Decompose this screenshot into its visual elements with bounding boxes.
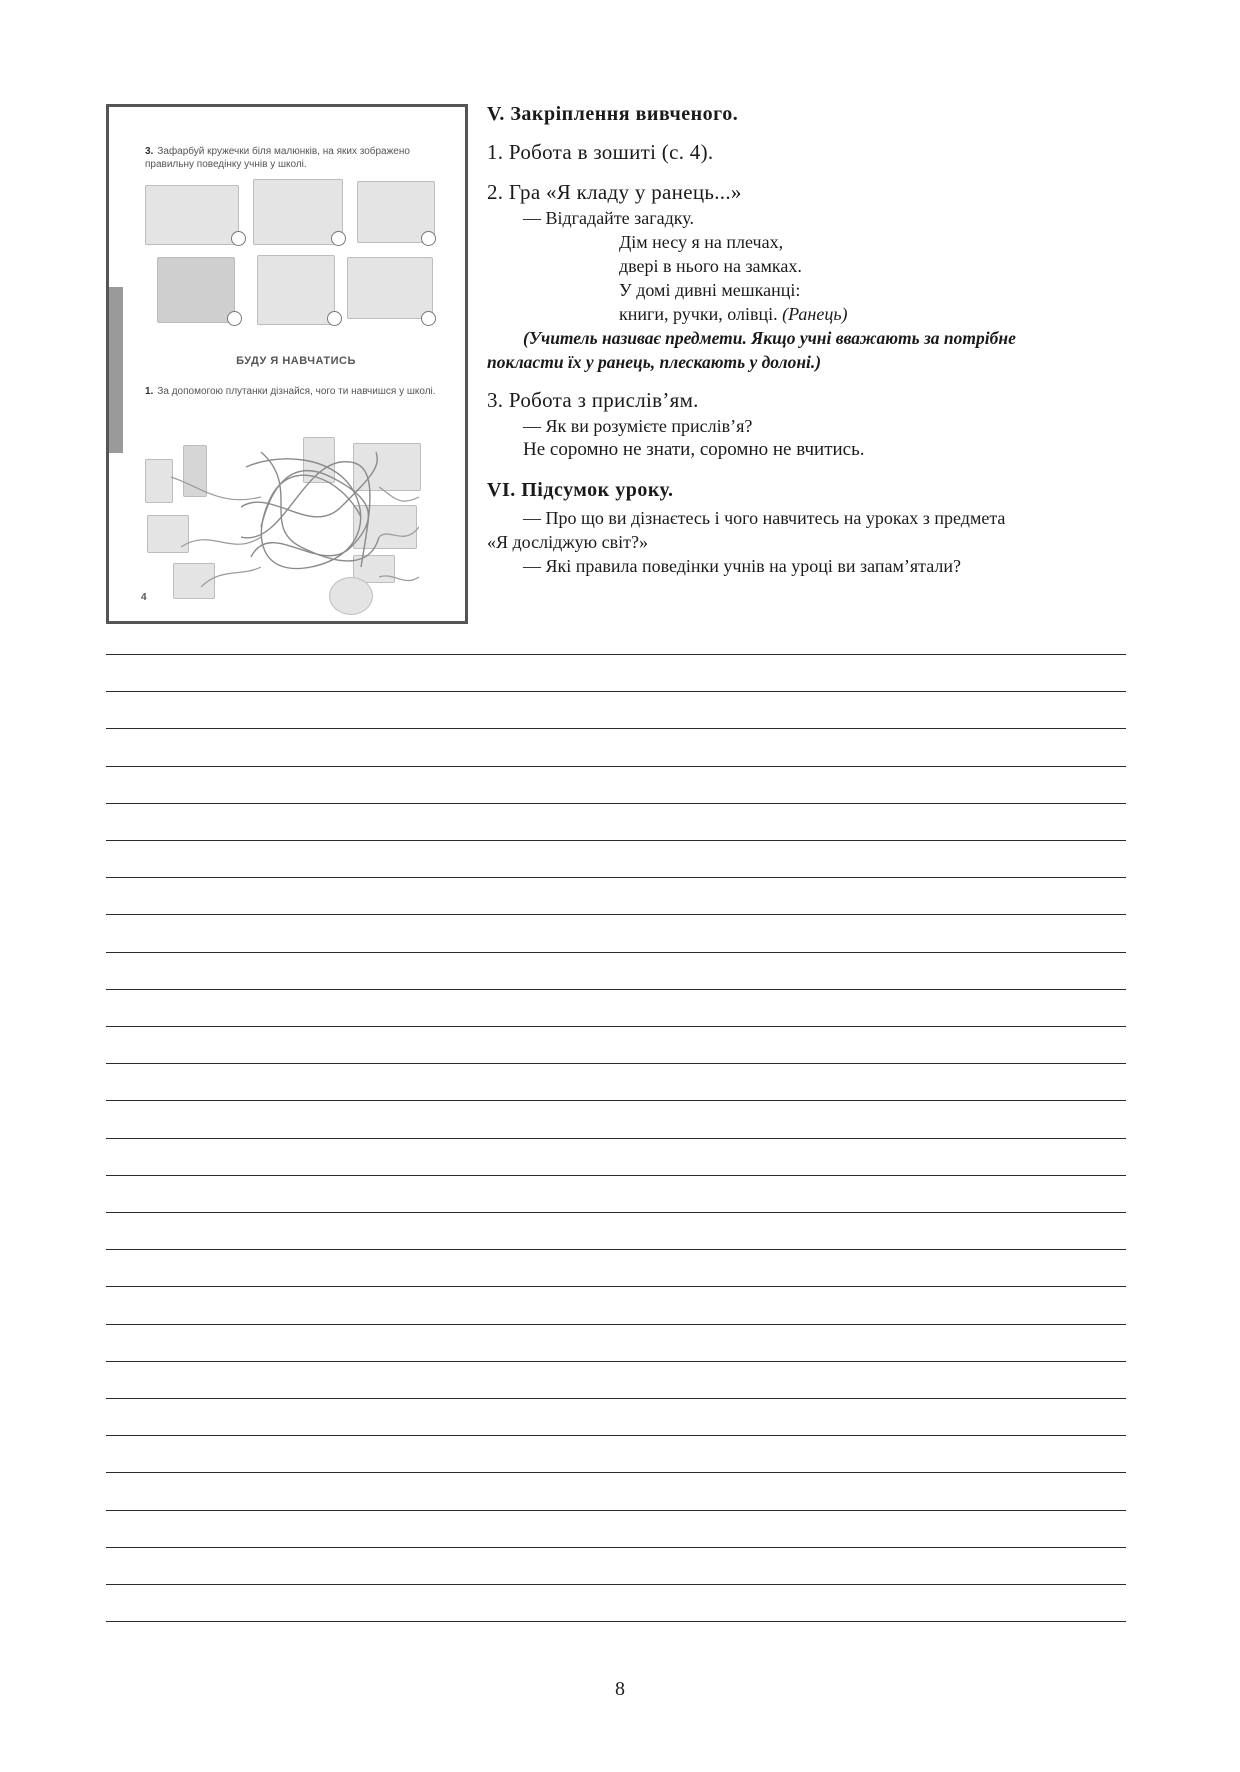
riddle-line: У домі дивні мешканці: — [619, 280, 801, 300]
tangle-maze — [241, 447, 381, 577]
section-5-item-1: 1. Робота в зошиті (с. 4). — [487, 140, 714, 164]
section-5-title: V. Закріплення вивченого. — [487, 103, 739, 125]
riddle-line-last — [487, 302, 1127, 326]
answer-circle — [331, 231, 346, 246]
writing-line — [106, 1026, 1126, 1027]
proverb-prompt: — Як ви розумієте прислів’я? — [523, 416, 753, 436]
task-number: 1. — [145, 386, 154, 397]
answer-circle — [421, 311, 436, 326]
riddle-line: книги, ручки, олівці. — [619, 304, 778, 324]
writing-line — [106, 654, 1126, 655]
writing-line — [106, 1063, 1126, 1064]
section-5-item-3: 3. Робота з прислів’ям. — [487, 388, 699, 412]
writing-line — [106, 766, 1126, 767]
workbook-page-figure — [106, 104, 468, 624]
writing-line — [106, 728, 1126, 729]
lesson-text — [487, 100, 1127, 578]
writing-line — [106, 1361, 1126, 1362]
writing-line — [106, 1510, 1126, 1511]
workbook-task-3 — [145, 145, 445, 171]
writing-line — [106, 840, 1126, 841]
riddle-answer: (Ранець) — [782, 304, 848, 324]
picture-students-reading — [347, 257, 433, 319]
picture-students-at-desk — [145, 185, 239, 245]
teacher-instruction-line-2: покласти їх у ранець, плескають у долоні.) — [487, 352, 822, 372]
proverb: Не соромно не знати, соромно не вчитись. — [523, 439, 865, 460]
writing-line — [106, 1621, 1126, 1622]
writing-line — [106, 1398, 1126, 1399]
writing-line — [106, 1472, 1126, 1473]
maze-lines-right — [379, 477, 419, 597]
writing-line — [106, 1100, 1126, 1101]
writing-line — [106, 1584, 1126, 1585]
maze-lines-left — [171, 467, 261, 597]
summary-question-1-line-2: «Я досліджую світ?» — [487, 532, 648, 552]
page-side-tab — [109, 287, 123, 453]
riddle-line: Дім несу я на плечах, — [619, 232, 784, 252]
picture-girl — [145, 459, 173, 503]
writing-line — [106, 803, 1126, 804]
workbook-task-1 — [145, 385, 445, 398]
section-6-title: VI. Підсумок уроку. — [487, 479, 674, 501]
writing-line — [106, 691, 1126, 692]
writing-line — [106, 952, 1126, 953]
writing-line — [106, 1324, 1126, 1325]
picture-student-at-window — [257, 255, 335, 325]
workbook-page-number: 4 — [141, 592, 147, 603]
answer-circle — [231, 231, 246, 246]
task-number: 3. — [145, 146, 154, 157]
task-text: За допомогою плутанки дізнайся, чого ти навчишся у школі. — [157, 386, 436, 397]
answer-circle — [327, 311, 342, 326]
writing-line — [106, 914, 1126, 915]
workbook-section-heading: БУДУ Я НАВЧАТИСЬ — [236, 355, 356, 367]
writing-line — [106, 1286, 1126, 1287]
teacher-instruction-line-1: (Учитель називає предмети. Якщо учні вважають за потрібне — [523, 328, 1016, 348]
summary-question-2: — Які правила поведінки учнів на уроці ви запам’ятали? — [523, 556, 961, 576]
summary-question-1-line-1: — Про що ви дізнаєтесь і чого навчитесь на уроках з предмета — [523, 508, 1006, 528]
answer-circle — [421, 231, 436, 246]
writing-line — [106, 1435, 1126, 1436]
writing-line — [106, 1138, 1126, 1139]
writing-line — [106, 989, 1126, 990]
answer-circle — [227, 311, 242, 326]
writing-line — [106, 877, 1126, 878]
picture-student-at-board — [157, 257, 235, 323]
riddle-line: двері в нього на замках. — [619, 256, 802, 276]
picture-students-fighting — [253, 179, 343, 245]
task-text: Зафарбуй кружечки біля малюнків, на яких зображено правильну поведінку учнів у школі. — [145, 146, 410, 170]
writing-line — [106, 1249, 1126, 1250]
writing-line — [106, 1547, 1126, 1548]
writing-line — [106, 1175, 1126, 1176]
page-number: 8 — [615, 1678, 625, 1700]
picture-clock — [329, 577, 373, 615]
riddle-prompt: — Відгадайте загадку. — [523, 208, 694, 228]
section-5-item-2: 2. Гра «Я кладу у ранець...» — [487, 180, 742, 204]
writing-line — [106, 1212, 1126, 1213]
